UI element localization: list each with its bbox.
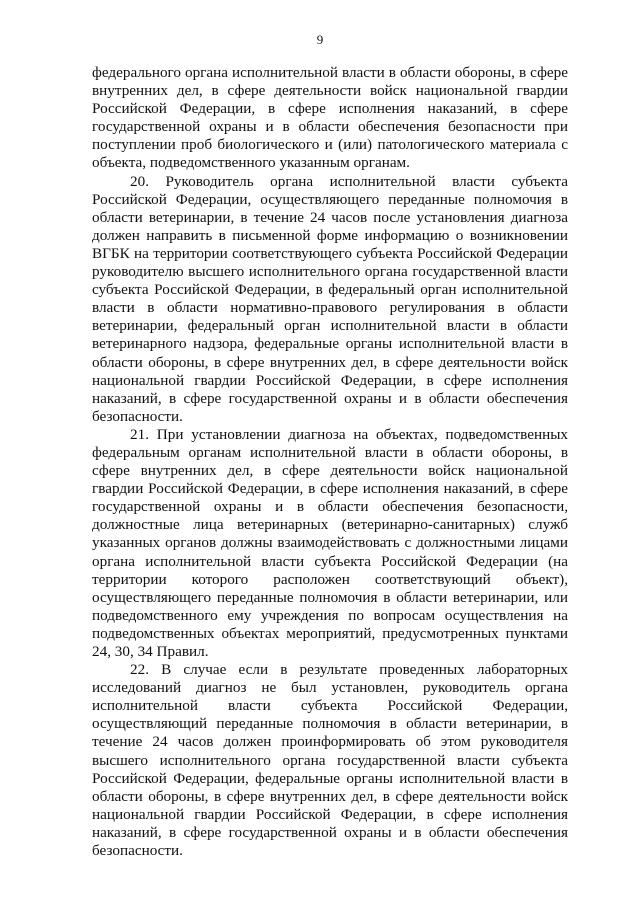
document-body: [92, 64, 568, 860]
paragraph-continuation: федерального органа исполнительной власти в области обороны, в сфере внутренних дел, в сфере деятельности войск национальной гвардии Российской Федерации, в сфере исполнения наказаний, в сфере государственной охраны и в области обеспечения безопасности при поступлении проб биологического и (или) патологического материала с объекта, подведомственного указанным органам.: [92, 64, 568, 172]
paragraph-item-20: 20. Руководитель органа исполнительной власти субъекта Российской Федерации, осуществляющего переданные полномочия в области ветеринарии, в течение 24 часов после установления диагноза должен направить в письменной форме информацию о возникновении ВГБК на территории соответствующего субъекта Российской Федерации руководителю высшего исполнительного органа государственной власти субъекта Российской Федерации, в федеральный орган исполнительной власти в области нормативно-правового регулирования в области ветеринарии, федеральный орган исполнительной власти в области ветеринарного надзора, федеральные органы исполнительной власти в области обороны, в сфере внутренних дел, в сфере деятельности войск национальной гвардии Российской Федерации, в сфере исполнения наказаний, в сфере государственной охраны и в области обеспечения безопасности.: [92, 172, 568, 425]
paragraph-item-21: 21. При установлении диагноза на объектах, подведомственных федеральным органам исполнительной власти в области обороны, в сфере внутренних дел, в сфере деятельности войск национальной гвардии Российской Федерации, в сфере исполнения наказаний, в сфере государственной охраны и в области обеспечения безопасности, должностные лица ветеринарных (ветеринарно-санитарных) служб указанных органов должны взаимодействовать с должностными лицами органа исполнительной власти субъекта Российской Федерации (на территории которого расположен соответствующий объект), осуществляющего переданные полномочия в области ветеринарии, или подведомственного ему учреждения по вопросам осуществления на подведомственных объектах мероприятий, предусмотренных пунктами 24, 30, 34 Правил.: [92, 425, 568, 660]
paragraph-item-22: 22. В случае если в результате проведенных лабораторных исследований диагноз не был установлен, руководитель органа исполнительной власти субъекта Российской Федерации, осуществляющий переданные полномочия в области ветеринарии, в течение 24 часов должен проинформировать об этом руководителя высшего исполнительного органа государственной власти субъекта Российской Федерации, федеральные органы исполнительной власти в области обороны, в сфере внутренних дел, в сфере деятельности войск национальной гвардии Российской Федерации, в сфере исполнения наказаний, в сфере государственной охраны и в области обеспечения безопасности.: [92, 661, 568, 860]
page-number: 9: [316, 32, 324, 47]
